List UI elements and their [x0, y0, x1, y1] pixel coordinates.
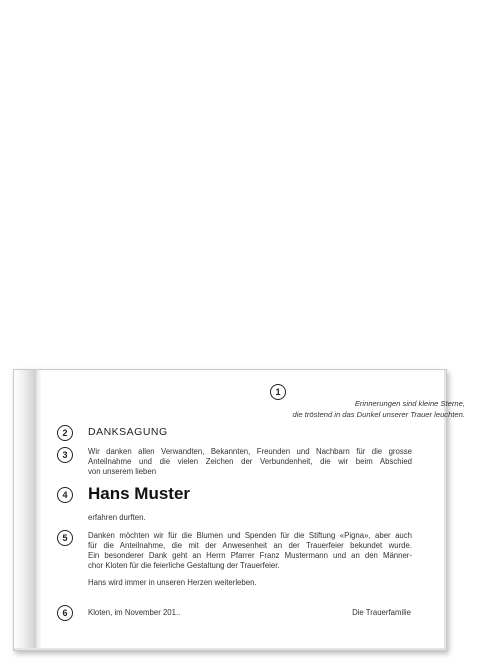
intro-line-3: von unserem lieben	[88, 467, 157, 476]
after-name-text: erfahren durften.	[88, 513, 146, 522]
thanks-paragraph	[88, 531, 412, 571]
marker-2-icon: 2	[57, 425, 73, 441]
marker-3-icon: 3	[57, 447, 73, 463]
section-heading: DANKSAGUNG	[88, 426, 168, 438]
marker-4-icon: 4	[57, 487, 73, 503]
marker-1-icon: 1	[270, 384, 286, 400]
place-date: Kloten, im November 201..	[88, 608, 181, 617]
intro-paragraph	[88, 447, 412, 477]
card-edge-bottom	[14, 648, 446, 650]
intro-line-1: Wir danken allen Verwandten, Bekannten, Freunden und Nachbarn für die grosse	[88, 447, 412, 456]
intro-line-2: Anteilnahme und die vielen Zeichen der Verbundenheit, die wir beim Abschied	[88, 457, 412, 466]
quote-line-1: Erinnerungen sind kleine Sterne,	[354, 399, 465, 408]
memorial-quote	[145, 398, 465, 420]
marker-5-icon: 5	[57, 530, 73, 546]
card-fold-spine	[14, 370, 37, 650]
thanks-line-1: Danken möchten wir für die Blumen und Spenden für die Stiftung «Pigna», aber auch	[88, 531, 412, 540]
quote-line-2: die tröstend in das Dunkel unserer Trauer leuchten.	[292, 410, 465, 419]
closing-line: Hans wird immer in unseren Herzen weiterleben.	[88, 578, 257, 587]
marker-6-icon: 6	[57, 605, 73, 621]
card-fold-shadow	[36, 370, 42, 650]
thanks-line-4: chor Kloten für die feierliche Gestaltung der Trauerfeier.	[88, 561, 280, 570]
thanks-line-2: für die Anteilnahme, die mit der Anwesenheit an der Trauerfeier bekundet wurde.	[88, 541, 412, 550]
signature: Die Trauerfamilie	[352, 608, 411, 617]
thanks-line-3: Ein besonderer Dank geht an Herrn Pfarrer Franz Mustermann und an den Männer-	[88, 551, 412, 560]
deceased-name: Hans Muster	[88, 484, 191, 503]
